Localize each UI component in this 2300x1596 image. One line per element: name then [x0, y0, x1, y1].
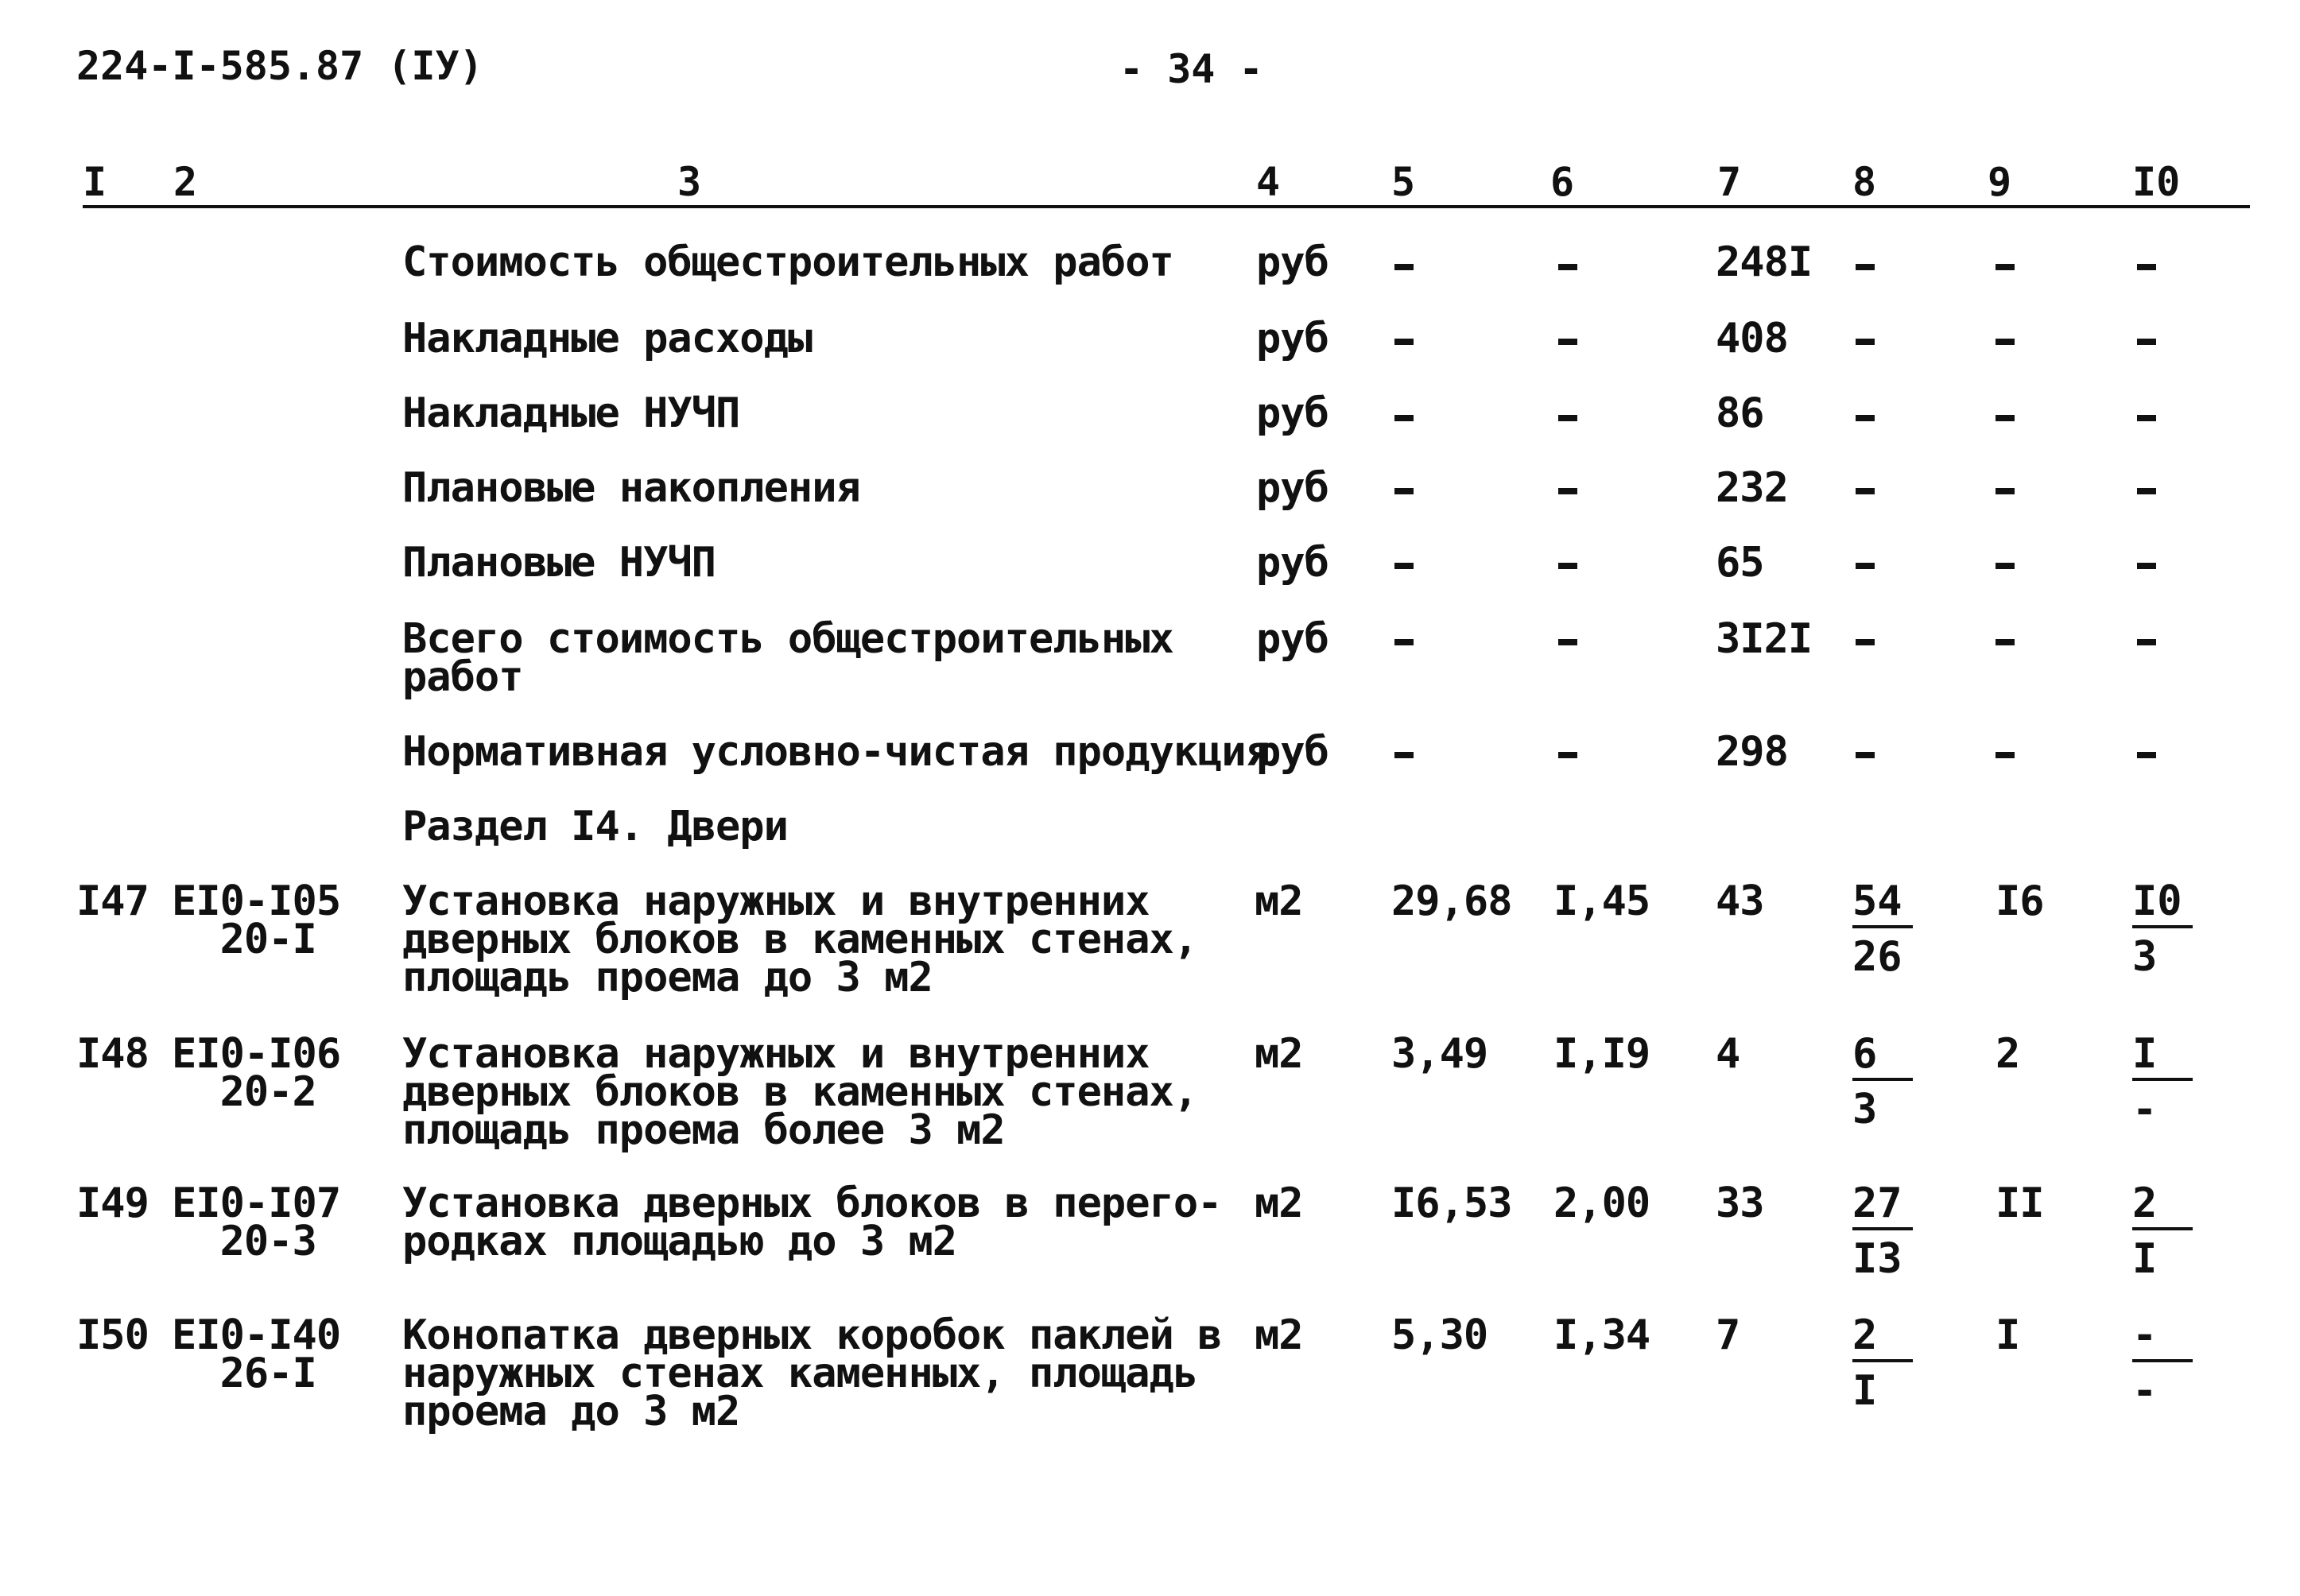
row-col5: I6,53 — [1391, 1180, 1512, 1227]
fraction-bar — [2132, 1078, 2193, 1081]
row-unit: м2 — [1255, 1180, 1303, 1227]
summary-dash-8 — [1856, 488, 1875, 494]
summary-name: Накладные НУЧП — [402, 389, 740, 437]
summary-value: 248I — [1716, 238, 1813, 286]
fraction-numerator: 2 — [1852, 1311, 1878, 1359]
col-header-1: I — [83, 159, 107, 205]
summary-value: 86 — [1716, 389, 1764, 437]
col-header-8: 8 — [1852, 159, 1877, 205]
row-number: I50 — [76, 1311, 149, 1359]
summary-dash-10 — [2137, 639, 2156, 645]
row-unit: м2 — [1255, 1030, 1303, 1078]
col-header-5: 5 — [1391, 159, 1416, 205]
summary-dash-8 — [1856, 752, 1875, 758]
summary-dash-9 — [1996, 339, 2015, 345]
summary-dash-10 — [2137, 752, 2156, 758]
fraction-numerator: - — [2132, 1311, 2158, 1359]
row-col7: 33 — [1716, 1180, 1764, 1227]
summary-dash-5 — [1394, 563, 1414, 569]
summary-dash-5 — [1394, 639, 1414, 645]
page-number: - 34 - — [1119, 46, 1263, 92]
summary-dash-5 — [1394, 415, 1414, 421]
fraction-numerator: I0 — [2132, 877, 2182, 925]
row-description: Установка дверных блоков в перего- родках площадью до 3 м2 — [402, 1180, 1222, 1265]
row-col9: I6 — [1996, 877, 2044, 925]
row-number: I48 — [76, 1030, 149, 1078]
col-header-7: 7 — [1717, 159, 1742, 205]
summary-dash-9 — [1996, 264, 2015, 270]
row-col9: II — [1996, 1180, 2044, 1227]
summary-dash-8 — [1856, 339, 1875, 345]
summary-dash-9 — [1996, 639, 2015, 645]
row-number: I49 — [76, 1180, 149, 1227]
summary-dash-8 — [1856, 264, 1875, 270]
summary-unit: руб — [1256, 315, 1328, 362]
fraction-numerator: 6 — [1852, 1030, 1878, 1078]
row-col6: I,45 — [1553, 877, 1650, 925]
row-col8-fraction — [1852, 1181, 1913, 1281]
row-col10-fraction — [2132, 879, 2193, 979]
fraction-denominator: - — [2132, 1086, 2158, 1133]
row-code: EI0-I05 20-I — [172, 877, 341, 963]
summary-value: 408 — [1716, 315, 1788, 362]
summary-dash-6 — [1558, 339, 1577, 345]
summary-dash-10 — [2137, 264, 2156, 270]
fraction-bar — [2132, 1227, 2193, 1230]
row-description: Конопатка дверных коробок паклей в наружных стенах каменных, площадь проема до 3 м2 — [402, 1311, 1222, 1435]
summary-dash-8 — [1856, 563, 1875, 569]
row-col5: 29,68 — [1391, 877, 1512, 925]
summary-dash-10 — [2137, 563, 2156, 569]
fraction-denominator: I — [1852, 1367, 1878, 1415]
row-col8-fraction — [1852, 1032, 1913, 1132]
row-unit: м2 — [1255, 1311, 1303, 1359]
row-number: I47 — [76, 877, 149, 925]
summary-unit: руб — [1256, 615, 1328, 663]
summary-unit: руб — [1256, 464, 1328, 512]
summary-dash-9 — [1996, 563, 2015, 569]
summary-dash-10 — [2137, 339, 2156, 345]
row-col7: 7 — [1716, 1311, 1740, 1359]
summary-dash-5 — [1394, 264, 1414, 270]
fraction-bar — [1852, 1227, 1913, 1230]
document-code: 224-I-585.87 (IУ) — [76, 43, 483, 89]
fraction-denominator: I — [2132, 1235, 2158, 1283]
summary-dash-10 — [2137, 415, 2156, 421]
summary-dash-6 — [1558, 415, 1577, 421]
row-col6: I,34 — [1553, 1311, 1650, 1359]
fraction-denominator: I3 — [1852, 1235, 1902, 1283]
summary-dash-6 — [1558, 639, 1577, 645]
summary-dash-5 — [1394, 488, 1414, 494]
fraction-numerator: 27 — [1852, 1180, 1902, 1227]
row-col7: 4 — [1716, 1030, 1740, 1078]
fraction-bar — [2132, 925, 2193, 928]
fraction-bar — [1852, 1359, 1913, 1362]
row-code: EI0-I40 26-I — [172, 1311, 341, 1397]
fraction-numerator: 54 — [1852, 877, 1902, 925]
row-description: Установка наружных и внутренних дверных блоков в каменных стенах, площадь проема более 3 м2 — [402, 1030, 1198, 1154]
summary-dash-6 — [1558, 264, 1577, 270]
row-col8-fraction — [1852, 1313, 1913, 1413]
summary-dash-6 — [1558, 752, 1577, 758]
summary-name: Стоимость общестроительных работ — [402, 238, 1173, 286]
fraction-denominator: - — [2132, 1367, 2158, 1415]
summary-unit: руб — [1256, 539, 1328, 587]
col-header-10: I0 — [2132, 159, 2181, 205]
summary-dash-8 — [1856, 415, 1875, 421]
fraction-numerator: I — [2132, 1030, 2158, 1078]
header-underline — [83, 205, 2250, 208]
row-col10-fraction — [2132, 1032, 2193, 1132]
row-unit: м2 — [1255, 877, 1303, 925]
fraction-bar — [2132, 1359, 2193, 1362]
summary-dash-5 — [1394, 339, 1414, 345]
row-code: EI0-I06 20-2 — [172, 1030, 341, 1116]
row-col10-fraction — [2132, 1313, 2193, 1413]
col-header-9: 9 — [1988, 159, 2012, 205]
summary-value: 232 — [1716, 464, 1788, 512]
fraction-bar — [1852, 925, 1913, 928]
fraction-denominator: 3 — [1852, 1086, 1878, 1133]
row-col6: I,I9 — [1553, 1030, 1650, 1078]
summary-dash-9 — [1996, 488, 2015, 494]
col-header-3: 3 — [677, 159, 702, 205]
summary-dash-6 — [1558, 563, 1577, 569]
summary-unit: руб — [1256, 389, 1328, 437]
summary-name: Нормативная условно-чистая продукция — [402, 728, 1270, 776]
summary-unit: руб — [1256, 728, 1328, 776]
summary-name: Всего стоимость общестроительных работ — [402, 615, 1173, 701]
fraction-denominator: 26 — [1852, 933, 1902, 981]
section-title: Раздел I4. Двери — [402, 803, 788, 850]
row-col5: 3,49 — [1391, 1030, 1488, 1078]
col-header-2: 2 — [173, 159, 198, 205]
row-col7: 43 — [1716, 877, 1764, 925]
fraction-numerator: 2 — [2132, 1180, 2158, 1227]
row-col9: I — [1996, 1311, 2020, 1359]
summary-unit: руб — [1256, 238, 1328, 286]
summary-dash-6 — [1558, 488, 1577, 494]
row-col10-fraction — [2132, 1181, 2193, 1281]
col-header-4: 4 — [1256, 159, 1281, 205]
row-col8-fraction — [1852, 879, 1913, 979]
summary-value: 65 — [1716, 539, 1764, 587]
summary-name: Плановые накопления — [402, 464, 860, 512]
summary-value: 298 — [1716, 728, 1788, 776]
row-description: Установка наружных и внутренних дверных блоков в каменных стенах, площадь проема до 3 м2 — [402, 877, 1198, 1001]
summary-dash-9 — [1996, 752, 2015, 758]
summary-value: 3I2I — [1716, 615, 1813, 663]
summary-dash-9 — [1996, 415, 2015, 421]
row-col9: 2 — [1996, 1030, 2020, 1078]
row-col5: 5,30 — [1391, 1311, 1488, 1359]
summary-name: Накладные расходы — [402, 315, 813, 362]
row-col6: 2,00 — [1553, 1180, 1650, 1227]
fraction-bar — [1852, 1078, 1913, 1081]
summary-dash-10 — [2137, 488, 2156, 494]
summary-name: Плановые НУЧП — [402, 539, 716, 587]
col-header-6: 6 — [1550, 159, 1575, 205]
fraction-denominator: 3 — [2132, 933, 2158, 981]
summary-dash-5 — [1394, 752, 1414, 758]
summary-dash-8 — [1856, 639, 1875, 645]
row-code: EI0-I07 20-3 — [172, 1180, 341, 1265]
